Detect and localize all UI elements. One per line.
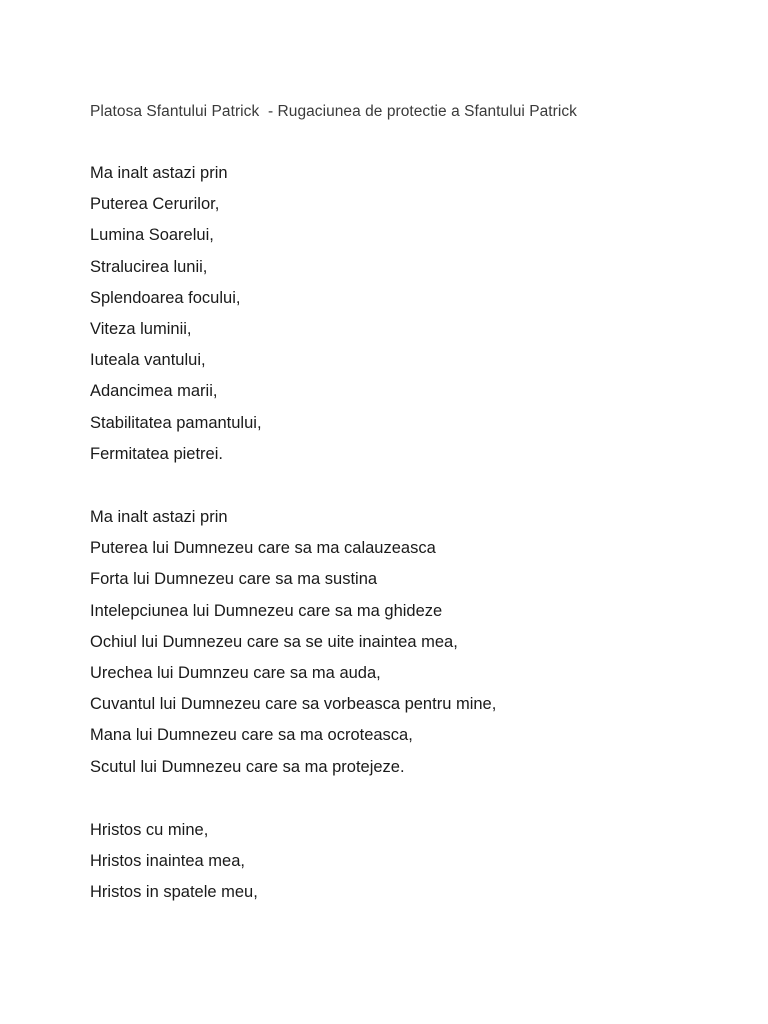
document-title: Platosa Sfantului Patrick - Rugaciunea de protectie a Sfantului Patrick (90, 103, 577, 120)
verse-line: Ma inalt astazi prin (90, 164, 228, 182)
stanza-2 (90, 502, 496, 783)
verse-line: Viteza luminii, (90, 319, 192, 338)
verse-line: Urechea lui Dumnzeu care sa ma auda, (90, 663, 381, 682)
verse-line: Ochiul lui Dumnezeu care sa se uite inaintea mea, (90, 632, 458, 651)
verse-line: Stralucirea lunii, (90, 257, 208, 276)
verse-line: Hristos in spatele meu, (90, 883, 258, 902)
verse-line: Fermitatea pietrei. (90, 444, 223, 463)
verse-line: Ma inalt astazi prin (90, 508, 228, 526)
verse-line: Scutul lui Dumnezeu care sa ma protejeze. (90, 757, 405, 776)
verse-line: Forta lui Dumnezeu care sa ma sustina (90, 570, 378, 589)
verse-line: Intelepciunea lui Dumnezeu care sa ma ghideze (90, 601, 443, 620)
verse-line: Hristos cu mine, (90, 821, 209, 839)
verse-line: Adancimea marii, (90, 382, 218, 401)
verse-line: Cuvantul lui Dumnezeu care sa vorbeasca pentru mine, (90, 695, 497, 714)
verse-line: Mana lui Dumnezeu care sa ma ocroteasca, (90, 726, 413, 745)
stanza-1 (90, 158, 262, 470)
verse-line: Stabilitatea pamantului, (90, 413, 262, 432)
verse-line: Lumina Soarelui, (90, 226, 214, 245)
verse-line: Hristos inaintea mea, (90, 852, 245, 871)
verse-line: Iuteala vantului, (90, 351, 206, 370)
stanza-3 (90, 815, 258, 909)
verse-line: Splendoarea focului, (90, 288, 241, 307)
verse-line: Puterea Cerurilor, (90, 195, 220, 214)
verse-line: Puterea lui Dumnezeu care sa ma calauzeasca (90, 539, 436, 558)
